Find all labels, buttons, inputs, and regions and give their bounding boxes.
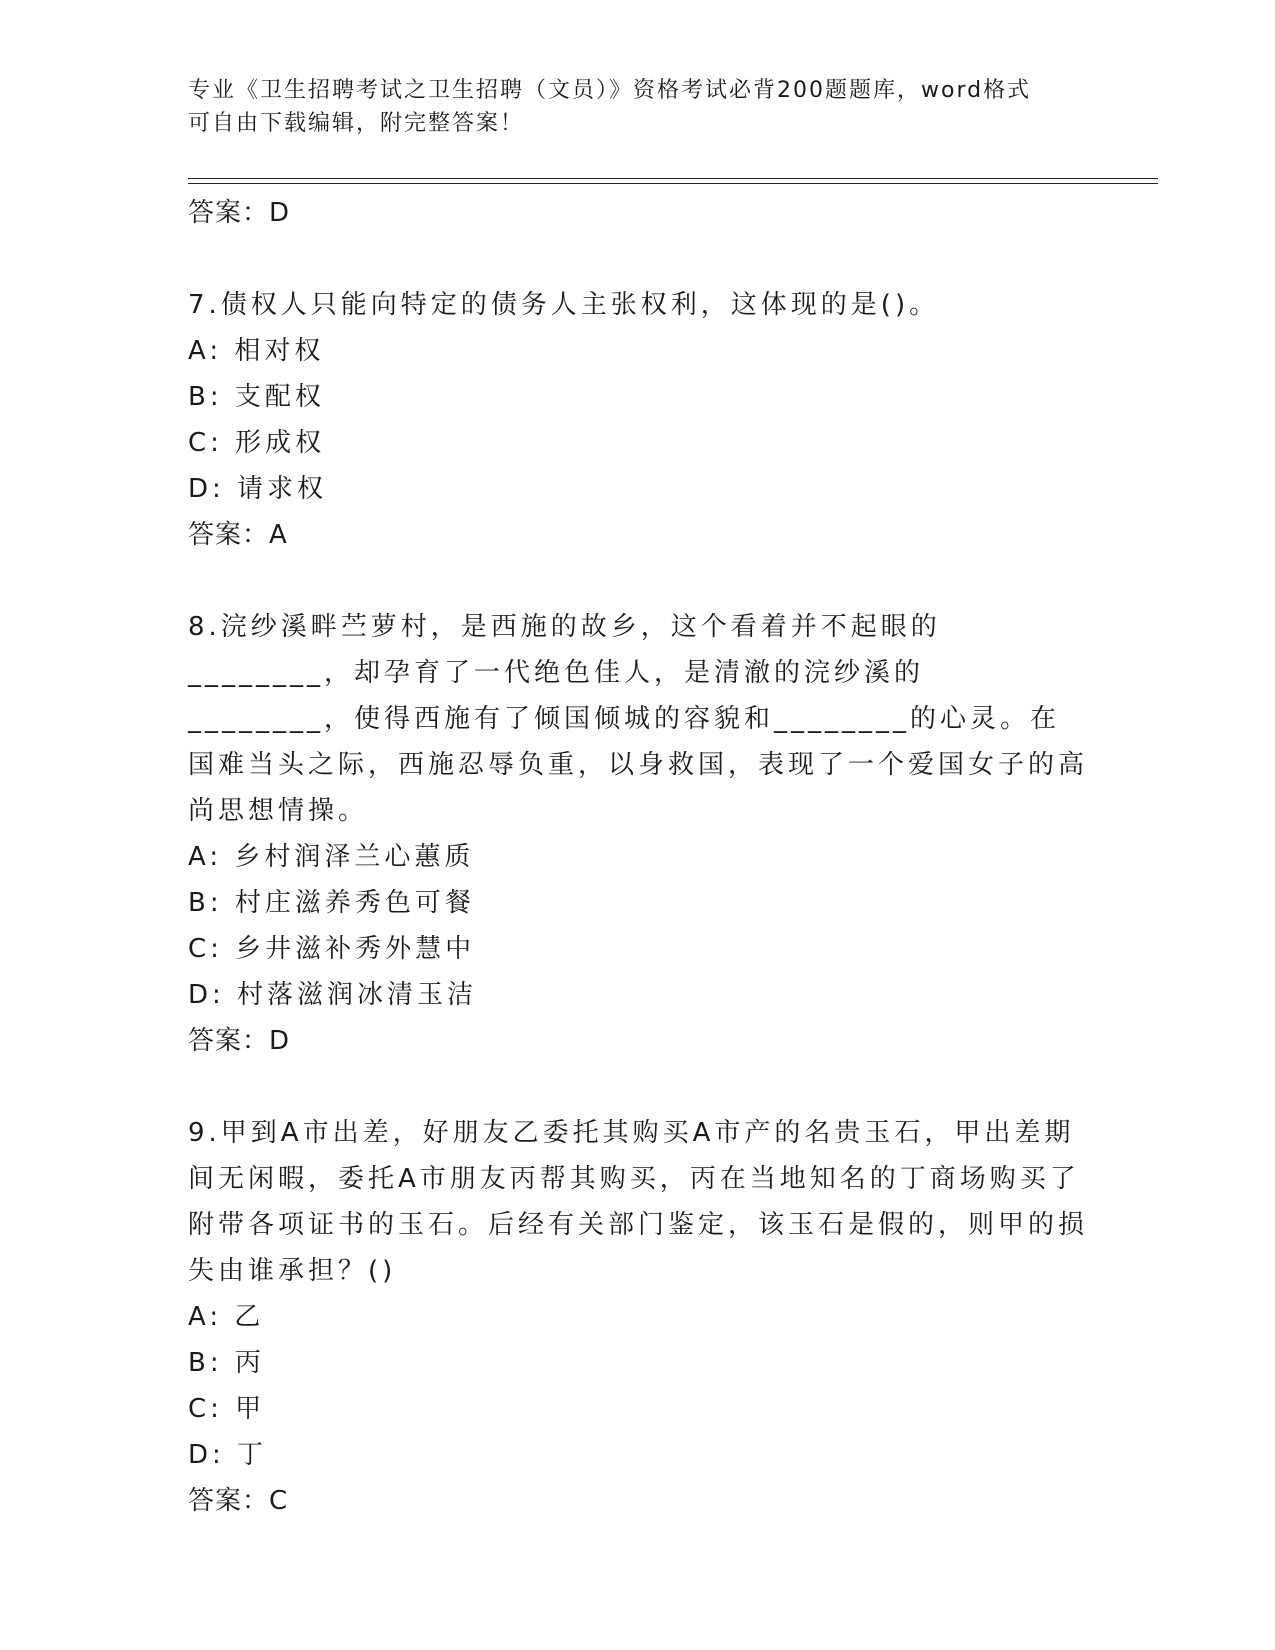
- option-c: C: 甲: [188, 1394, 266, 1424]
- question-block-7: [188, 282, 1088, 558]
- spacer: [188, 236, 1088, 282]
- question-text: 7.债权人只能向特定的债务人主张权利，这体现的是()。: [188, 290, 940, 320]
- option-d: D: 村落滋润冰清玉洁: [188, 980, 478, 1010]
- option-a: A: 乡村润泽兰心蕙质: [188, 842, 475, 872]
- question-block-9: [188, 1110, 1088, 1524]
- answer-line: 答案：C: [188, 1486, 289, 1516]
- option-d: D: 请求权: [188, 474, 328, 504]
- option-d: D: 丁: [188, 1440, 268, 1470]
- question-text: 9.甲到A市出差，好朋友乙委托其购买A市产的名贵玉石，甲出差期间无闲暇，委托A市朋友丙帮其购买，丙在当地知名的丁商场购买了附带各项证书的玉石。后经有关部门鉴定，该玉石是假的，则甲的损失由谁承担？(): [188, 1118, 1089, 1286]
- page-header: [188, 74, 1088, 140]
- question-text: 8.浣纱溪畔苎萝村，是西施的故乡，这个看着并不起眼的________，却孕育了一代绝色佳人，是清澈的浣纱溪的________，使得西施有了倾国倾城的容貌和________的心灵。在国难当头之际，西施忍辱负重，以身救国，表现了一个爱国女子的高尚思想情操。: [188, 612, 1089, 826]
- answer-line: 答案：D: [188, 198, 291, 228]
- option-c: C: 形成权: [188, 428, 326, 458]
- option-a: A: 相对权: [188, 336, 325, 366]
- question-block-8: [188, 604, 1088, 1064]
- option-b: B: 村庄滋养秀色可餐: [188, 888, 475, 918]
- answer-line: 答案：D: [188, 1026, 291, 1056]
- header-divider-top: [188, 178, 1158, 179]
- option-c: C: 乡井滋补秀外慧中: [188, 934, 476, 964]
- option-b: B: 支配权: [188, 382, 325, 412]
- answer-line: 答案：A: [188, 520, 288, 550]
- document-body: [188, 190, 1088, 1524]
- spacer: [188, 1064, 1088, 1110]
- spacer: [188, 558, 1088, 604]
- header-line-2: 可自由下载编辑，附完整答案！: [188, 111, 525, 136]
- option-a: A: 乙: [188, 1302, 265, 1332]
- option-b: B: 丙: [188, 1348, 265, 1378]
- header-divider-bottom: [188, 183, 1158, 184]
- header-line-1: 专业《卫生招聘考试之卫生招聘（文员）》资格考试必背200题题库，word格式: [188, 78, 1032, 103]
